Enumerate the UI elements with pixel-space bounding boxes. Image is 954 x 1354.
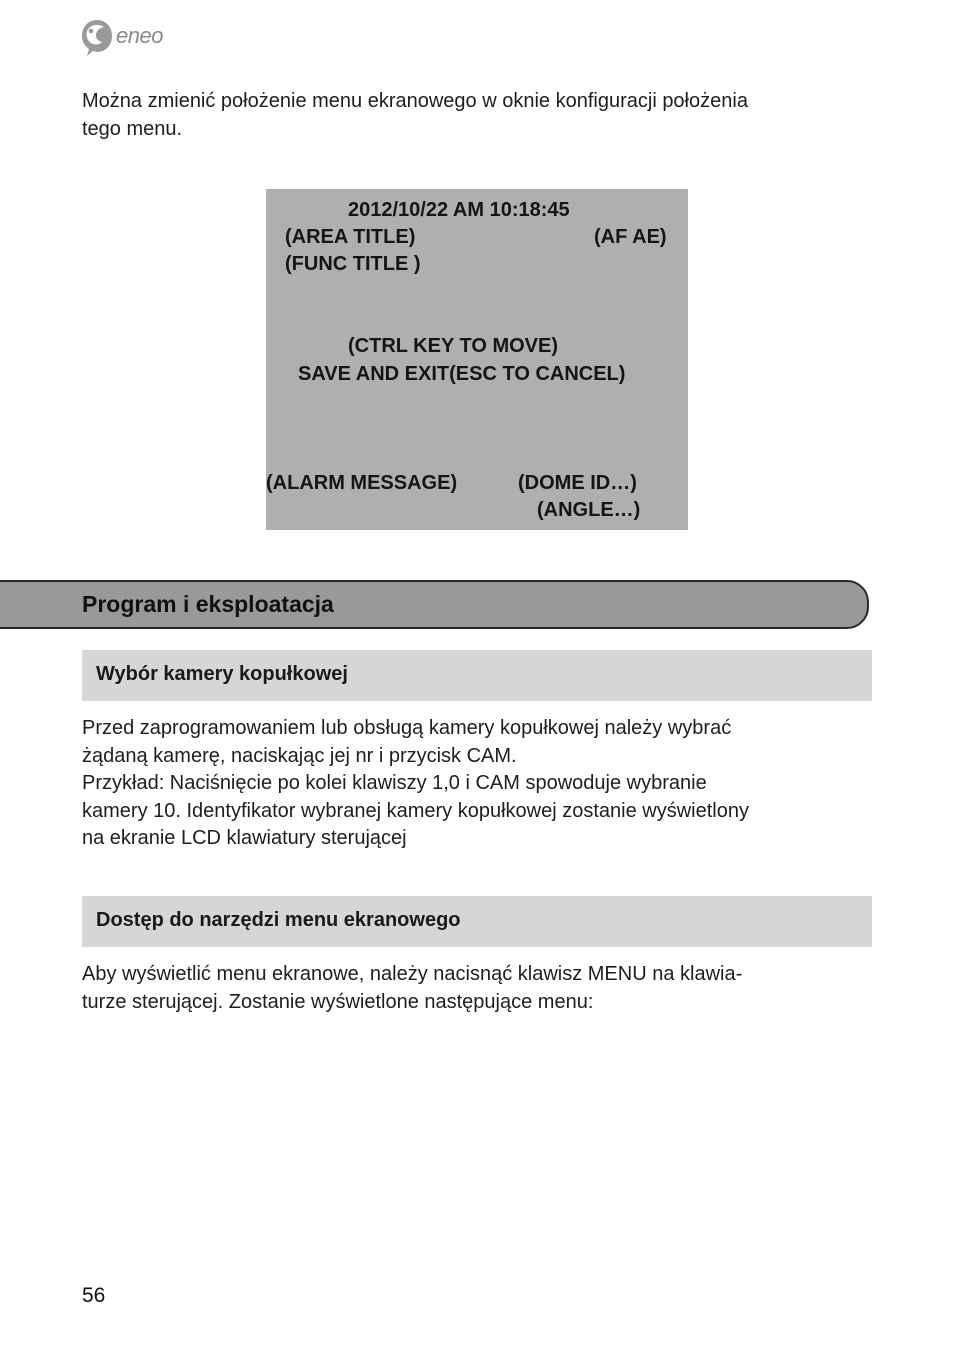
subsection-paragraph (82, 715, 882, 853)
paragraph-line: żądaną kamerę, naciskając jej nr i przycisk CAM. (82, 744, 517, 767)
osd-af-ae: (AF AE) (594, 226, 667, 248)
osd-dome-id: (DOME ID…) (518, 472, 637, 494)
paragraph-line: kamery 10. Identyfikator wybranej kamery kopułkowej zostanie wyświetlony (82, 799, 749, 822)
osd-angle: (ANGLE…) (537, 499, 641, 521)
osd-ctrl-key: (CTRL KEY TO MOVE) (348, 335, 559, 357)
intro-paragraph (82, 88, 882, 143)
subsection-title: Dostęp do narzędzi menu ekranowego (96, 909, 461, 931)
osd-save-exit: SAVE AND EXIT(ESC TO CANCEL) (298, 363, 626, 385)
subsection-banner (82, 896, 872, 947)
paragraph-line: turze sterującej. Zostanie wyświetlone następujące menu: (82, 990, 594, 1013)
osd-area-title: (AREA TITLE) (285, 226, 416, 248)
eneo-logo-icon (80, 18, 114, 58)
paragraph-line: Przed zaprogramowaniem lub obsługą kamery kopułkowej należy wybrać (82, 717, 732, 739)
osd-position-screen (266, 189, 688, 530)
osd-alarm-message: (ALARM MESSAGE) (266, 472, 458, 494)
paragraph-line: Przykład: Naciśnięcie po kolei klawiszy 1,0 i CAM spowoduje wybranie (82, 772, 707, 794)
paragraph-line: Aby wyświetlić menu ekranowe, należy nacisnąć klawisz MENU na klawia- (82, 963, 743, 985)
subsection-title: Wybór kamery kopułkowej (96, 663, 348, 685)
eneo-logo (80, 18, 163, 58)
osd-datetime: 2012/10/22 AM 10:18:45 (348, 199, 570, 221)
subsection-paragraph (82, 961, 882, 1016)
brand-name: eneo (116, 23, 163, 48)
intro-line: tego menu. (82, 117, 183, 140)
paragraph-line: na ekranie LCD klawiatury sterującej (82, 827, 407, 849)
section-title: Program i eksploatacja (82, 591, 334, 617)
osd-func-title: (FUNC TITLE ) (285, 253, 421, 275)
subsection-banner (82, 650, 872, 701)
page-number: 56 (82, 1284, 106, 1307)
intro-line: Można zmienić położenie menu ekranowego w oknie konfiguracji położenia (82, 90, 748, 112)
